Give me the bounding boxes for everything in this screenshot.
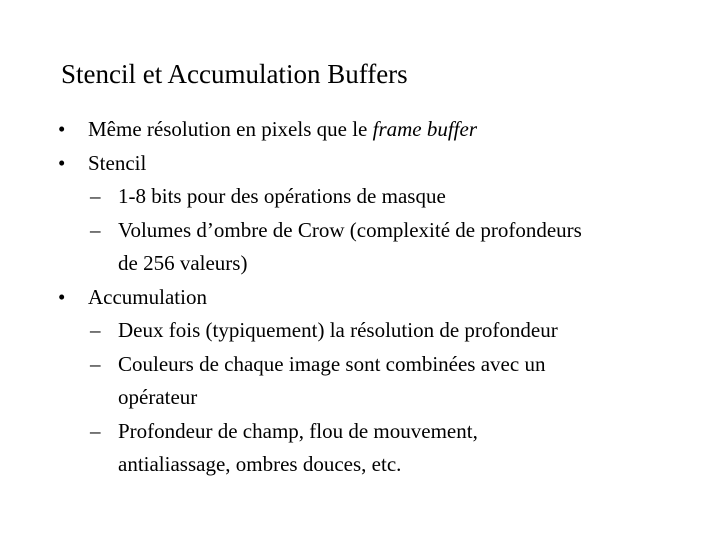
- sub-bullet-text: Volumes d’ombre de Crow (complexité de profondeurs: [118, 217, 582, 242]
- sub-bullet-item: [0, 180, 720, 214]
- bullet-text-plain: Même résolution en pixels que le: [88, 117, 373, 141]
- bullet-list: [0, 113, 720, 482]
- bullet-item: [0, 113, 720, 147]
- bullet-item: [0, 147, 720, 181]
- dash-marker: –: [90, 184, 101, 208]
- sub-bullet-continuation: [0, 247, 720, 281]
- sub-bullet-text: 1-8 bits pour des opérations de masque: [118, 184, 446, 208]
- dash-marker: –: [90, 217, 101, 242]
- bullet-text: [88, 113, 477, 147]
- bullet-text-italic: frame buffer: [372, 117, 478, 141]
- dash-marker: –: [90, 318, 101, 342]
- slide-title: Stencil et Accumulation Buffers: [61, 59, 408, 89]
- dash-marker: –: [90, 418, 101, 443]
- sub-bullet-text: opérateur: [118, 385, 198, 409]
- sub-bullet-text: Deux fois (typiquement) la résolution de profondeur: [118, 318, 558, 342]
- sub-bullet-continuation: [0, 381, 720, 415]
- sub-bullet-item: [0, 214, 720, 248]
- bullet-item: [0, 281, 720, 315]
- bullet-marker: •: [58, 284, 66, 309]
- sub-bullet-text: antialiassage, ombres douces, etc.: [118, 452, 402, 476]
- sub-bullet-continuation: [0, 448, 720, 482]
- bullet-text: Stencil: [88, 150, 147, 175]
- dash-marker: –: [90, 351, 101, 376]
- sub-bullet-item: [0, 415, 720, 449]
- sub-bullet-text: Couleurs de chaque image sont combinées avec un: [118, 351, 546, 376]
- sub-bullet-item: [0, 348, 720, 382]
- sub-bullet-item: [0, 314, 720, 348]
- sub-bullet-text: de 256 valeurs): [118, 251, 248, 275]
- bullet-text: Accumulation: [88, 284, 207, 309]
- sub-bullet-text: Profondeur de champ, flou de mouvement,: [118, 418, 478, 443]
- bullet-marker: •: [58, 150, 66, 175]
- bullet-marker: •: [58, 117, 66, 141]
